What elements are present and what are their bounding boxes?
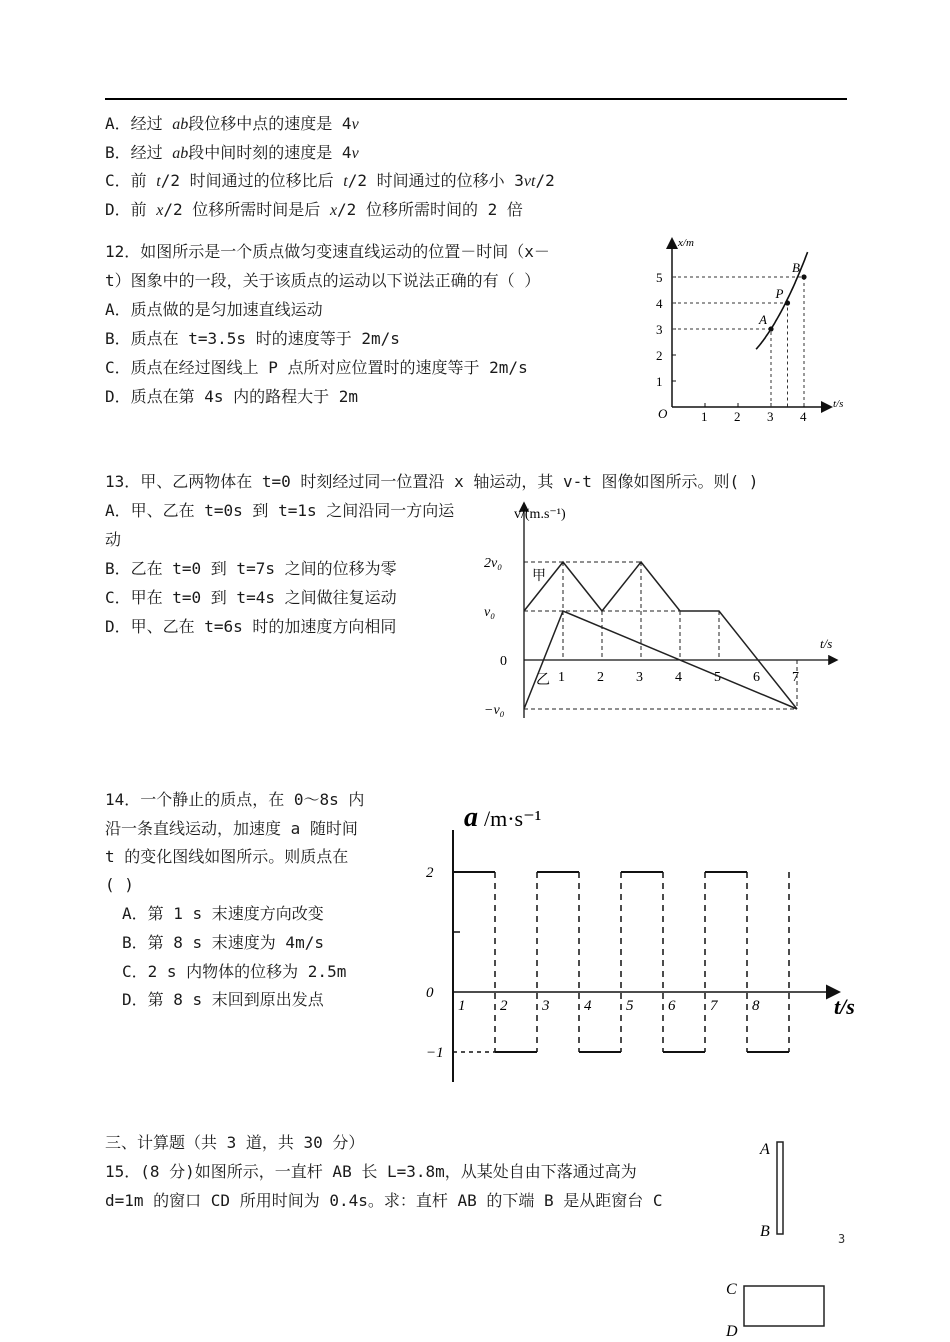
q15-label-b: B	[760, 1223, 770, 1240]
q13-ytick-2: −v₀	[484, 703, 505, 718]
q11-option-a: A．经过 ab段位移中点的速度是 4v	[105, 114, 359, 133]
q14-xtick-7: 7	[710, 998, 718, 1014]
q12-ytick-3: 3	[656, 322, 663, 337]
q12-xt-graph	[650, 232, 850, 422]
q13-series-jia-label: 甲	[532, 569, 546, 584]
q14-xtick-5: 5	[626, 998, 634, 1014]
q15-rod-window-figure	[722, 1136, 832, 1342]
q12-point-P	[785, 300, 790, 305]
q12-xtick-4: 4	[800, 409, 807, 424]
q13-xtick-6: 6	[753, 670, 760, 685]
q15-stem-line1: 15．(8 分)如图所示，一直杆 AB 长 L=3.8m，从某处自由下落通过高为	[105, 1162, 637, 1181]
q14-ytick-2: −1	[426, 1045, 444, 1061]
q14-y-label-var: a	[464, 802, 478, 833]
q14-option-d: D．第 8 s 末回到原出发点	[122, 990, 324, 1009]
q15-rod-ab	[777, 1142, 783, 1234]
q12-ytick-5: 5	[656, 270, 663, 285]
q12-origin: O	[658, 406, 668, 421]
q15-stem-line2: d=1m 的窗口 CD 所用时间为 0.4s。求：直杆 AB 的下端 B 是从距窗台 C	[105, 1191, 663, 1210]
q12-option-d: D．质点在第 4s 内的路程大于 2m	[105, 387, 359, 406]
q14-y-label-unit: /m·s⁻¹	[484, 806, 542, 831]
q13-series-yi-label: 乙	[536, 673, 550, 688]
q14-xtick-2: 2	[500, 998, 508, 1014]
q13-option-c: C．甲在 t=0 到 t=4s 之间做往复运动	[105, 588, 397, 607]
header-rule	[105, 98, 847, 100]
q12-point-B	[801, 274, 806, 279]
q14-xtick-3: 3	[542, 998, 550, 1014]
section3-title: 三、计算题（共 3 道，共 30 分）	[105, 1133, 365, 1152]
q14-xtick-6: 6	[668, 998, 676, 1014]
q14-x-label: t/s	[834, 994, 855, 1019]
q12-point-label-B: B	[792, 260, 800, 275]
q12-stem-line2: t）图象中的一段，关于该质点的运动以下说法正确的有（ ）	[105, 271, 541, 290]
q13-xtick-4: 4	[675, 670, 682, 685]
q13-y-label: v/(m.s⁻¹)	[514, 507, 566, 522]
q14-stem-line1: 14．一个静止的质点，在 0～8s 内	[105, 790, 365, 809]
q13-vt-graph	[480, 498, 850, 720]
q12-ytick-4: 4	[656, 296, 663, 311]
q13-x-label: t/s	[820, 636, 833, 651]
q14-at-graph	[420, 790, 875, 1090]
q12-stem-line1: 12．如图所示是一个质点做匀变速直线运动的位置－时间（x－	[105, 242, 550, 261]
q13-series-jia	[524, 562, 797, 709]
q14-option-a: A．第 1 s 末速度方向改变	[122, 904, 324, 923]
q12-point-label-P: P	[775, 286, 784, 301]
q14-xtick-8: 8	[752, 998, 760, 1014]
q14-stem-line3: t 的变化图线如图所示。则质点在	[105, 847, 349, 866]
q14-option-c: C．2 s 内物体的位移为 2.5m	[122, 962, 347, 981]
q12-option-c: C．质点在经过图线上 P 点所对应位置时的速度等于 2m/s	[105, 358, 528, 377]
q13-xtick-1: 1	[558, 670, 565, 685]
q12-point-label-A: A	[759, 312, 767, 327]
q12-xtick-3: 3	[767, 409, 774, 424]
q11-option-b: B．经过 ab段中间时刻的速度是 4v	[105, 143, 359, 162]
q13-option-d: D．甲、乙在 t=6s 时的加速度方向相同	[105, 617, 397, 636]
q14-stem-line4: ( )	[105, 875, 134, 894]
q13-xtick-5: 5	[714, 670, 721, 685]
q14-ytick-1: 0	[426, 985, 434, 1001]
q13-zero: 0	[500, 654, 507, 669]
q12-guide-P	[672, 303, 788, 407]
q13-ytick-1: v₀	[484, 605, 496, 620]
q14-ytick-0: 2	[426, 865, 434, 881]
q14-stem-line2: 沿一条直线运动，加速度 a 随时间	[105, 819, 358, 838]
q12-option-a: A．质点做的是匀加速直线运动	[105, 300, 323, 319]
q12-xtick-2: 2	[734, 409, 741, 424]
q12-ytick-1: 1	[656, 374, 663, 389]
q11-option-c: C．前 t/2 时间通过的位移比后 t/2 时间通过的位移小 3vt/2	[105, 171, 555, 190]
q12-guide-A	[672, 329, 771, 407]
q13-option-a: A．甲、乙在 t=0s 到 t=1s 之间沿同一方向运	[105, 501, 455, 520]
q15-window-cd	[744, 1286, 824, 1326]
q12-y-label: x/m	[678, 237, 694, 249]
q12-xtick-1: 1	[701, 409, 708, 424]
q13-xtick-3: 3	[636, 670, 643, 685]
q13-option-b: B．乙在 t=0 到 t=7s 之间的位移为零	[105, 559, 397, 578]
q13-option-a-cont: 动	[105, 530, 122, 549]
q13-xtick-7: 7	[792, 670, 799, 685]
q14-xtick-1: 1	[458, 998, 466, 1014]
q15-label-c: C	[726, 1281, 737, 1298]
q12-guide-B	[672, 277, 804, 407]
q15-label-d: D	[726, 1323, 738, 1340]
q13-ytick-0: 2v₀	[484, 556, 503, 571]
q13-stem: 13．甲、乙两物体在 t=0 时刻经过同一位置沿 x 轴运动，其 v-t 图像如图所示。则( )	[105, 472, 759, 491]
q12-point-A	[768, 326, 773, 331]
q12-x-label: t/s	[833, 398, 844, 410]
q14-xtick-4: 4	[584, 998, 592, 1014]
q11-option-d: D．前 x/2 位移所需时间是后 x/2 位移所需时间的 2 倍	[105, 200, 523, 219]
page-number: 3	[838, 1232, 846, 1246]
q15-label-a: A	[760, 1141, 770, 1158]
q12-option-b: B．质点在 t=3.5s 时的速度等于 2m/s	[105, 329, 400, 348]
q14-option-b: B．第 8 s 末速度为 4m/s	[122, 933, 324, 952]
q12-ytick-2: 2	[656, 348, 663, 363]
q13-xtick-2: 2	[597, 670, 604, 685]
